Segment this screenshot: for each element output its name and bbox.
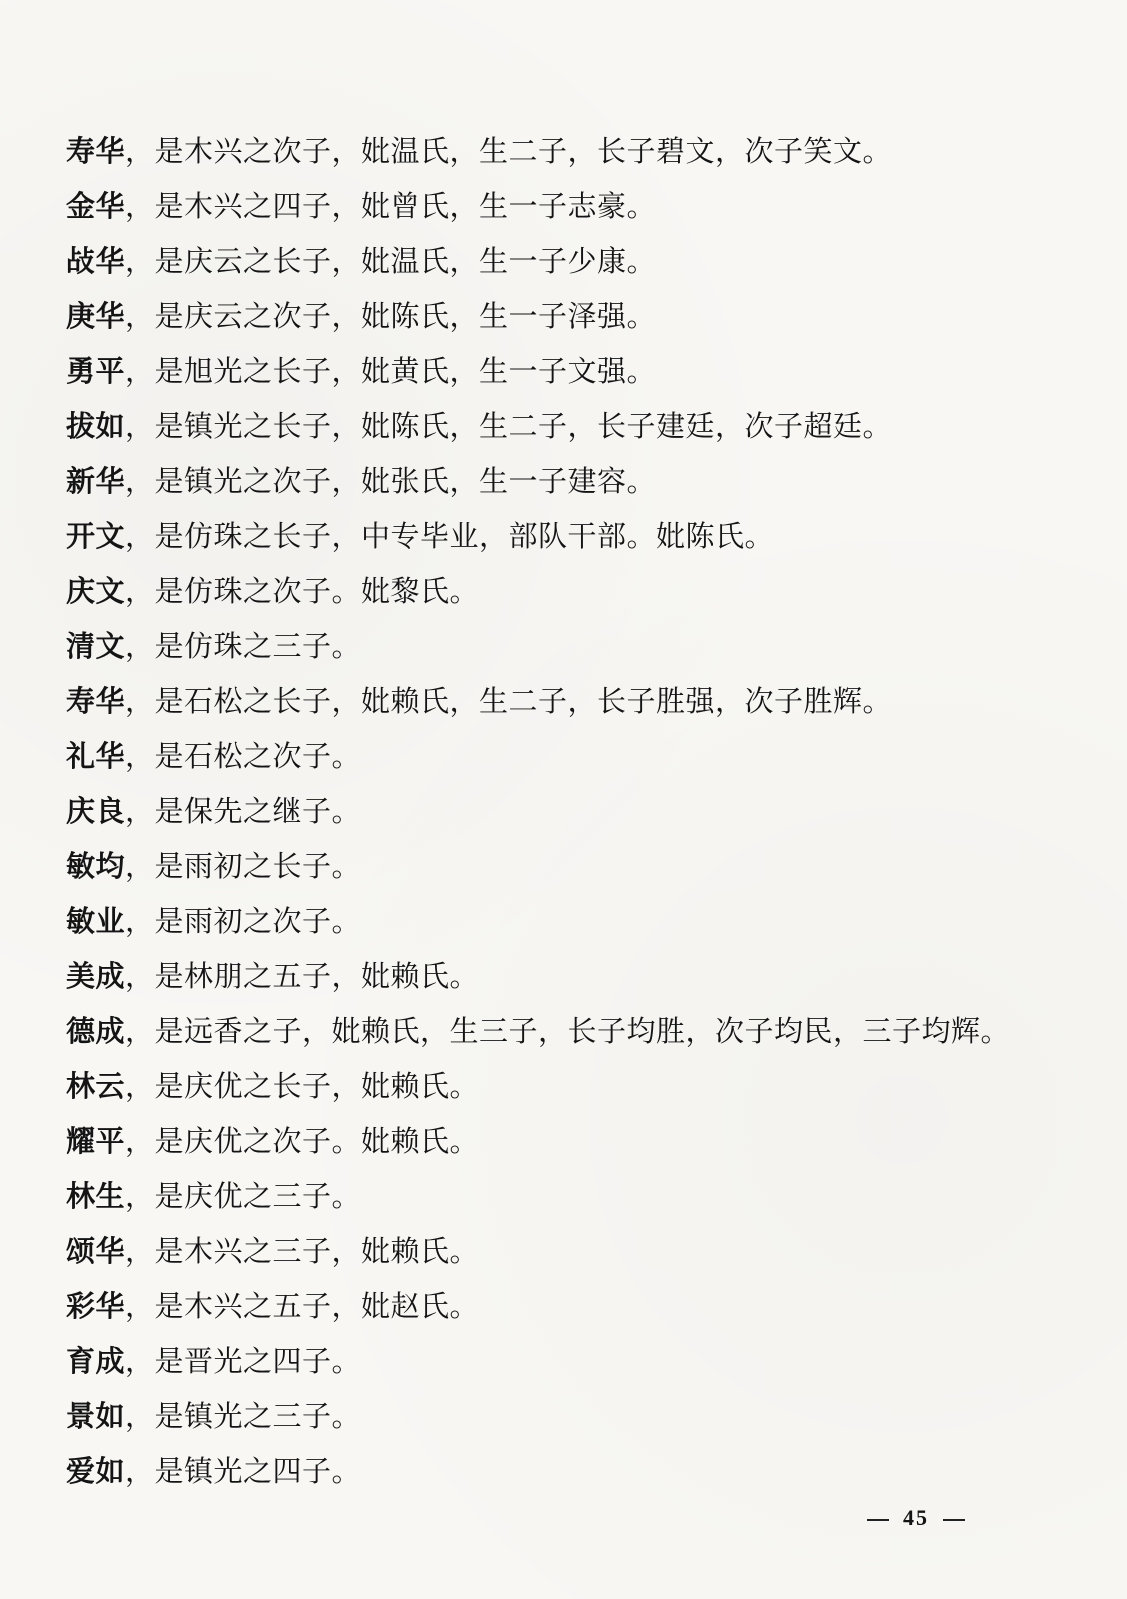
- entry-name: 德成: [66, 1014, 126, 1048]
- entry-text: ，是雨初之长子。: [125, 849, 362, 883]
- genealogy-entry: [66, 456, 1066, 511]
- entry-name: 勇平: [66, 354, 126, 388]
- entry-text: ，是旭光之长子，妣黄氏，生一子文强。: [125, 354, 657, 388]
- genealogy-entry: [66, 181, 1066, 236]
- genealogy-entry: [66, 1006, 1066, 1061]
- genealogy-entry: [66, 236, 1066, 291]
- genealogy-entry: [66, 951, 1066, 1006]
- entry-text: ，是仿珠之三子。: [125, 629, 362, 663]
- genealogy-entry: [66, 1446, 1066, 1501]
- genealogy-entry-list: [66, 126, 1066, 1501]
- entry-text: ，是保先之继子。: [125, 794, 362, 828]
- entry-text: ，是镇光之三子。: [125, 1399, 362, 1433]
- entry-text: ，是镇光之次子，妣张氏，生一子建容。: [125, 464, 657, 498]
- genealogy-entry: [66, 346, 1066, 401]
- genealogy-entry: [66, 786, 1066, 841]
- entry-text: ，是木兴之三子，妣赖氏。: [125, 1234, 480, 1268]
- entry-name: 清文: [66, 629, 126, 663]
- entry-text: ，是仿珠之长子，中专毕业，部队干部。妣陈氏。: [125, 519, 775, 553]
- genealogy-entry: [66, 1226, 1066, 1281]
- dash-left: [867, 1519, 889, 1521]
- entry-name: 颂华: [66, 1234, 126, 1268]
- entry-text: ，是雨初之次子。: [125, 904, 362, 938]
- entry-text: ，是庆云之次子，妣陈氏，生一子泽强。: [125, 299, 657, 333]
- genealogy-entry: [66, 1336, 1066, 1391]
- entry-text: ，是远香之子，妣赖氏，生三子，长子均胜，次子均民，三子均辉。: [125, 1014, 1011, 1048]
- page-number: [853, 1505, 979, 1531]
- entry-name: 敁华: [66, 244, 126, 278]
- entry-name: 庚华: [66, 299, 126, 333]
- genealogy-entry: [66, 126, 1066, 181]
- dash-right: [943, 1519, 965, 1521]
- entry-name: 庆良: [66, 794, 126, 828]
- genealogy-entry: [66, 401, 1066, 456]
- genealogy-entry: [66, 1061, 1066, 1116]
- entry-name: 景如: [66, 1399, 126, 1433]
- entry-name: 金华: [66, 189, 126, 223]
- genealogy-entry: [66, 1171, 1066, 1226]
- entry-text: ，是庆优之次子。妣赖氏。: [125, 1124, 480, 1158]
- entry-text: ，是石松之次子。: [125, 739, 362, 773]
- entry-name: 林云: [66, 1069, 126, 1103]
- entry-text: ，是林朋之五子，妣赖氏。: [125, 959, 480, 993]
- entry-text: ，是镇光之长子，妣陈氏，生二子，长子建廷，次子超廷。: [125, 409, 893, 443]
- entry-text: ，是庆优之长子，妣赖氏。: [125, 1069, 480, 1103]
- entry-name: 林生: [66, 1179, 126, 1213]
- entry-name: 开文: [66, 519, 126, 553]
- entry-text: ，是镇光之四子。: [125, 1454, 362, 1488]
- genealogy-entry: [66, 1281, 1066, 1336]
- genealogy-entry: [66, 1391, 1066, 1446]
- entry-name: 美成: [66, 959, 126, 993]
- entry-text: ，是晋光之四子。: [125, 1344, 362, 1378]
- entry-text: ，是仿珠之次子。妣黎氏。: [125, 574, 480, 608]
- entry-name: 敏均: [66, 849, 126, 883]
- entry-text: ，是木兴之四子，妣曾氏，生一子志豪。: [125, 189, 657, 223]
- entry-name: 耀平: [66, 1124, 126, 1158]
- entry-name: 育成: [66, 1344, 126, 1378]
- genealogy-entry: [66, 841, 1066, 896]
- entry-name: 爱如: [66, 1454, 126, 1488]
- entry-text: ，是木兴之五子，妣赵氏。: [125, 1289, 480, 1323]
- genealogy-entry: [66, 511, 1066, 566]
- genealogy-entry: [66, 566, 1066, 621]
- entry-name: 寿华: [66, 134, 126, 168]
- entry-name: 寿华: [66, 684, 126, 718]
- entry-text: ，是庆优之三子。: [125, 1179, 362, 1213]
- entry-name: 礼华: [66, 739, 126, 773]
- entry-text: ，是庆云之长子，妣温氏，生一子少康。: [125, 244, 657, 278]
- entry-name: 新华: [66, 464, 126, 498]
- genealogy-entry: [66, 731, 1066, 786]
- genealogy-entry: [66, 291, 1066, 346]
- entry-text: ，是木兴之次子，妣温氏，生二子，长子碧文，次子笑文。: [125, 134, 893, 168]
- page-number-value: 45: [903, 1505, 929, 1530]
- entry-name: 庆文: [66, 574, 126, 608]
- entry-text: ，是石松之长子，妣赖氏，生二子，长子胜强，次子胜辉。: [125, 684, 893, 718]
- genealogy-entry: [66, 896, 1066, 951]
- genealogy-entry: [66, 676, 1066, 731]
- genealogy-entry: [66, 1116, 1066, 1171]
- genealogy-entry: [66, 621, 1066, 676]
- entry-name: 敏业: [66, 904, 126, 938]
- entry-name: 拔如: [66, 409, 126, 443]
- entry-name: 彩华: [66, 1289, 126, 1323]
